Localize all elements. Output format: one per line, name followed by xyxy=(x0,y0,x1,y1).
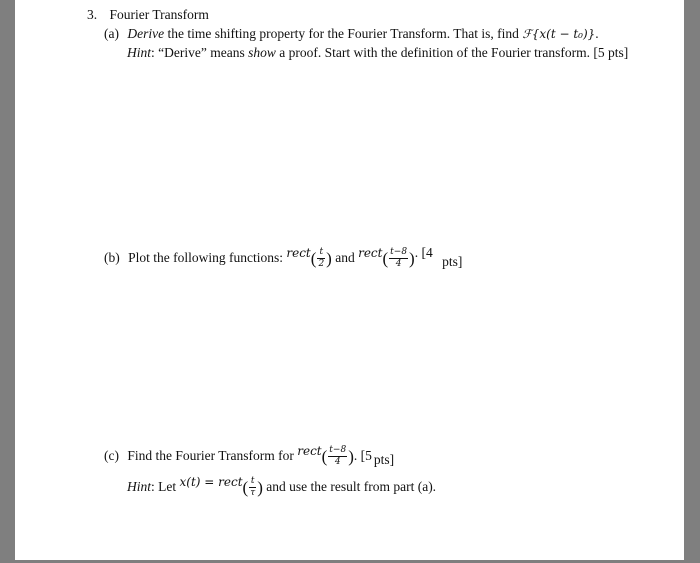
part-c-text: Find the Fourier Transform for xyxy=(127,448,294,463)
hint-label: Hint xyxy=(127,479,152,494)
denominator: 4 xyxy=(395,259,402,270)
part-a-label: (a) xyxy=(104,26,119,41)
hint-end: and use the result from part (a). xyxy=(266,479,437,494)
problem-number: 3. xyxy=(87,7,98,22)
points-close: pts] xyxy=(373,452,395,467)
part-a-emph: Derive xyxy=(127,26,165,41)
open-paren: ( xyxy=(242,477,249,497)
part-a-end: . xyxy=(595,26,599,41)
fraction-2 xyxy=(389,247,408,270)
hint-emph: show xyxy=(248,45,276,60)
open-paren: ( xyxy=(310,248,317,268)
part-a-math: ℱ{x(t − t₀)} xyxy=(522,27,596,41)
denominator: τ xyxy=(250,488,256,499)
part-c-hint xyxy=(127,473,436,499)
rect-fn-2: rect xyxy=(358,246,383,260)
part-b-text: Plot the following functions: xyxy=(128,250,283,265)
part-b-question xyxy=(104,244,462,271)
part-a-text: the time shifting property for the Fourier Transform. That is, find xyxy=(164,26,523,41)
problem-heading xyxy=(87,6,209,24)
open-paren: ( xyxy=(382,248,389,268)
hint-label: Hint xyxy=(127,45,152,60)
points-open: . [5 xyxy=(353,448,372,463)
close-paren: ) xyxy=(348,446,354,466)
hint-let: : Let xyxy=(151,479,177,494)
close-paren: ) xyxy=(409,248,415,268)
hint-text: : “Derive” means xyxy=(151,45,249,60)
denominator: 2 xyxy=(318,259,325,270)
numerator: t−8 xyxy=(390,247,408,258)
hint-math: x(t) = rect xyxy=(179,475,243,489)
close-paren: ) xyxy=(257,477,263,497)
part-a-question xyxy=(104,25,599,43)
rect-fn-1: rect xyxy=(286,246,311,260)
and-text: and xyxy=(335,250,355,265)
fraction-1 xyxy=(317,247,325,270)
problem-title: Fourier Transform xyxy=(109,7,209,22)
numerator: t xyxy=(317,247,325,259)
part-c-question xyxy=(104,442,394,469)
points-close: pts] xyxy=(442,254,463,269)
hint-fraction xyxy=(249,476,256,499)
numerator: t−8 xyxy=(329,445,347,456)
hint-text-2: a proof. Start with the definition of the Fourier transform. [5 pts] xyxy=(275,45,629,60)
part-c-label: (c) xyxy=(104,448,119,463)
rect-fn: rect xyxy=(297,444,322,458)
numerator: t xyxy=(250,476,255,487)
document-page xyxy=(15,0,684,560)
denominator: 4 xyxy=(334,457,341,468)
part-a-hint xyxy=(127,44,628,62)
points-open: . [4 xyxy=(414,245,433,260)
open-paren: ( xyxy=(321,446,328,466)
fraction xyxy=(328,445,347,468)
part-b-label: (b) xyxy=(104,250,120,265)
close-paren: ) xyxy=(326,248,332,268)
